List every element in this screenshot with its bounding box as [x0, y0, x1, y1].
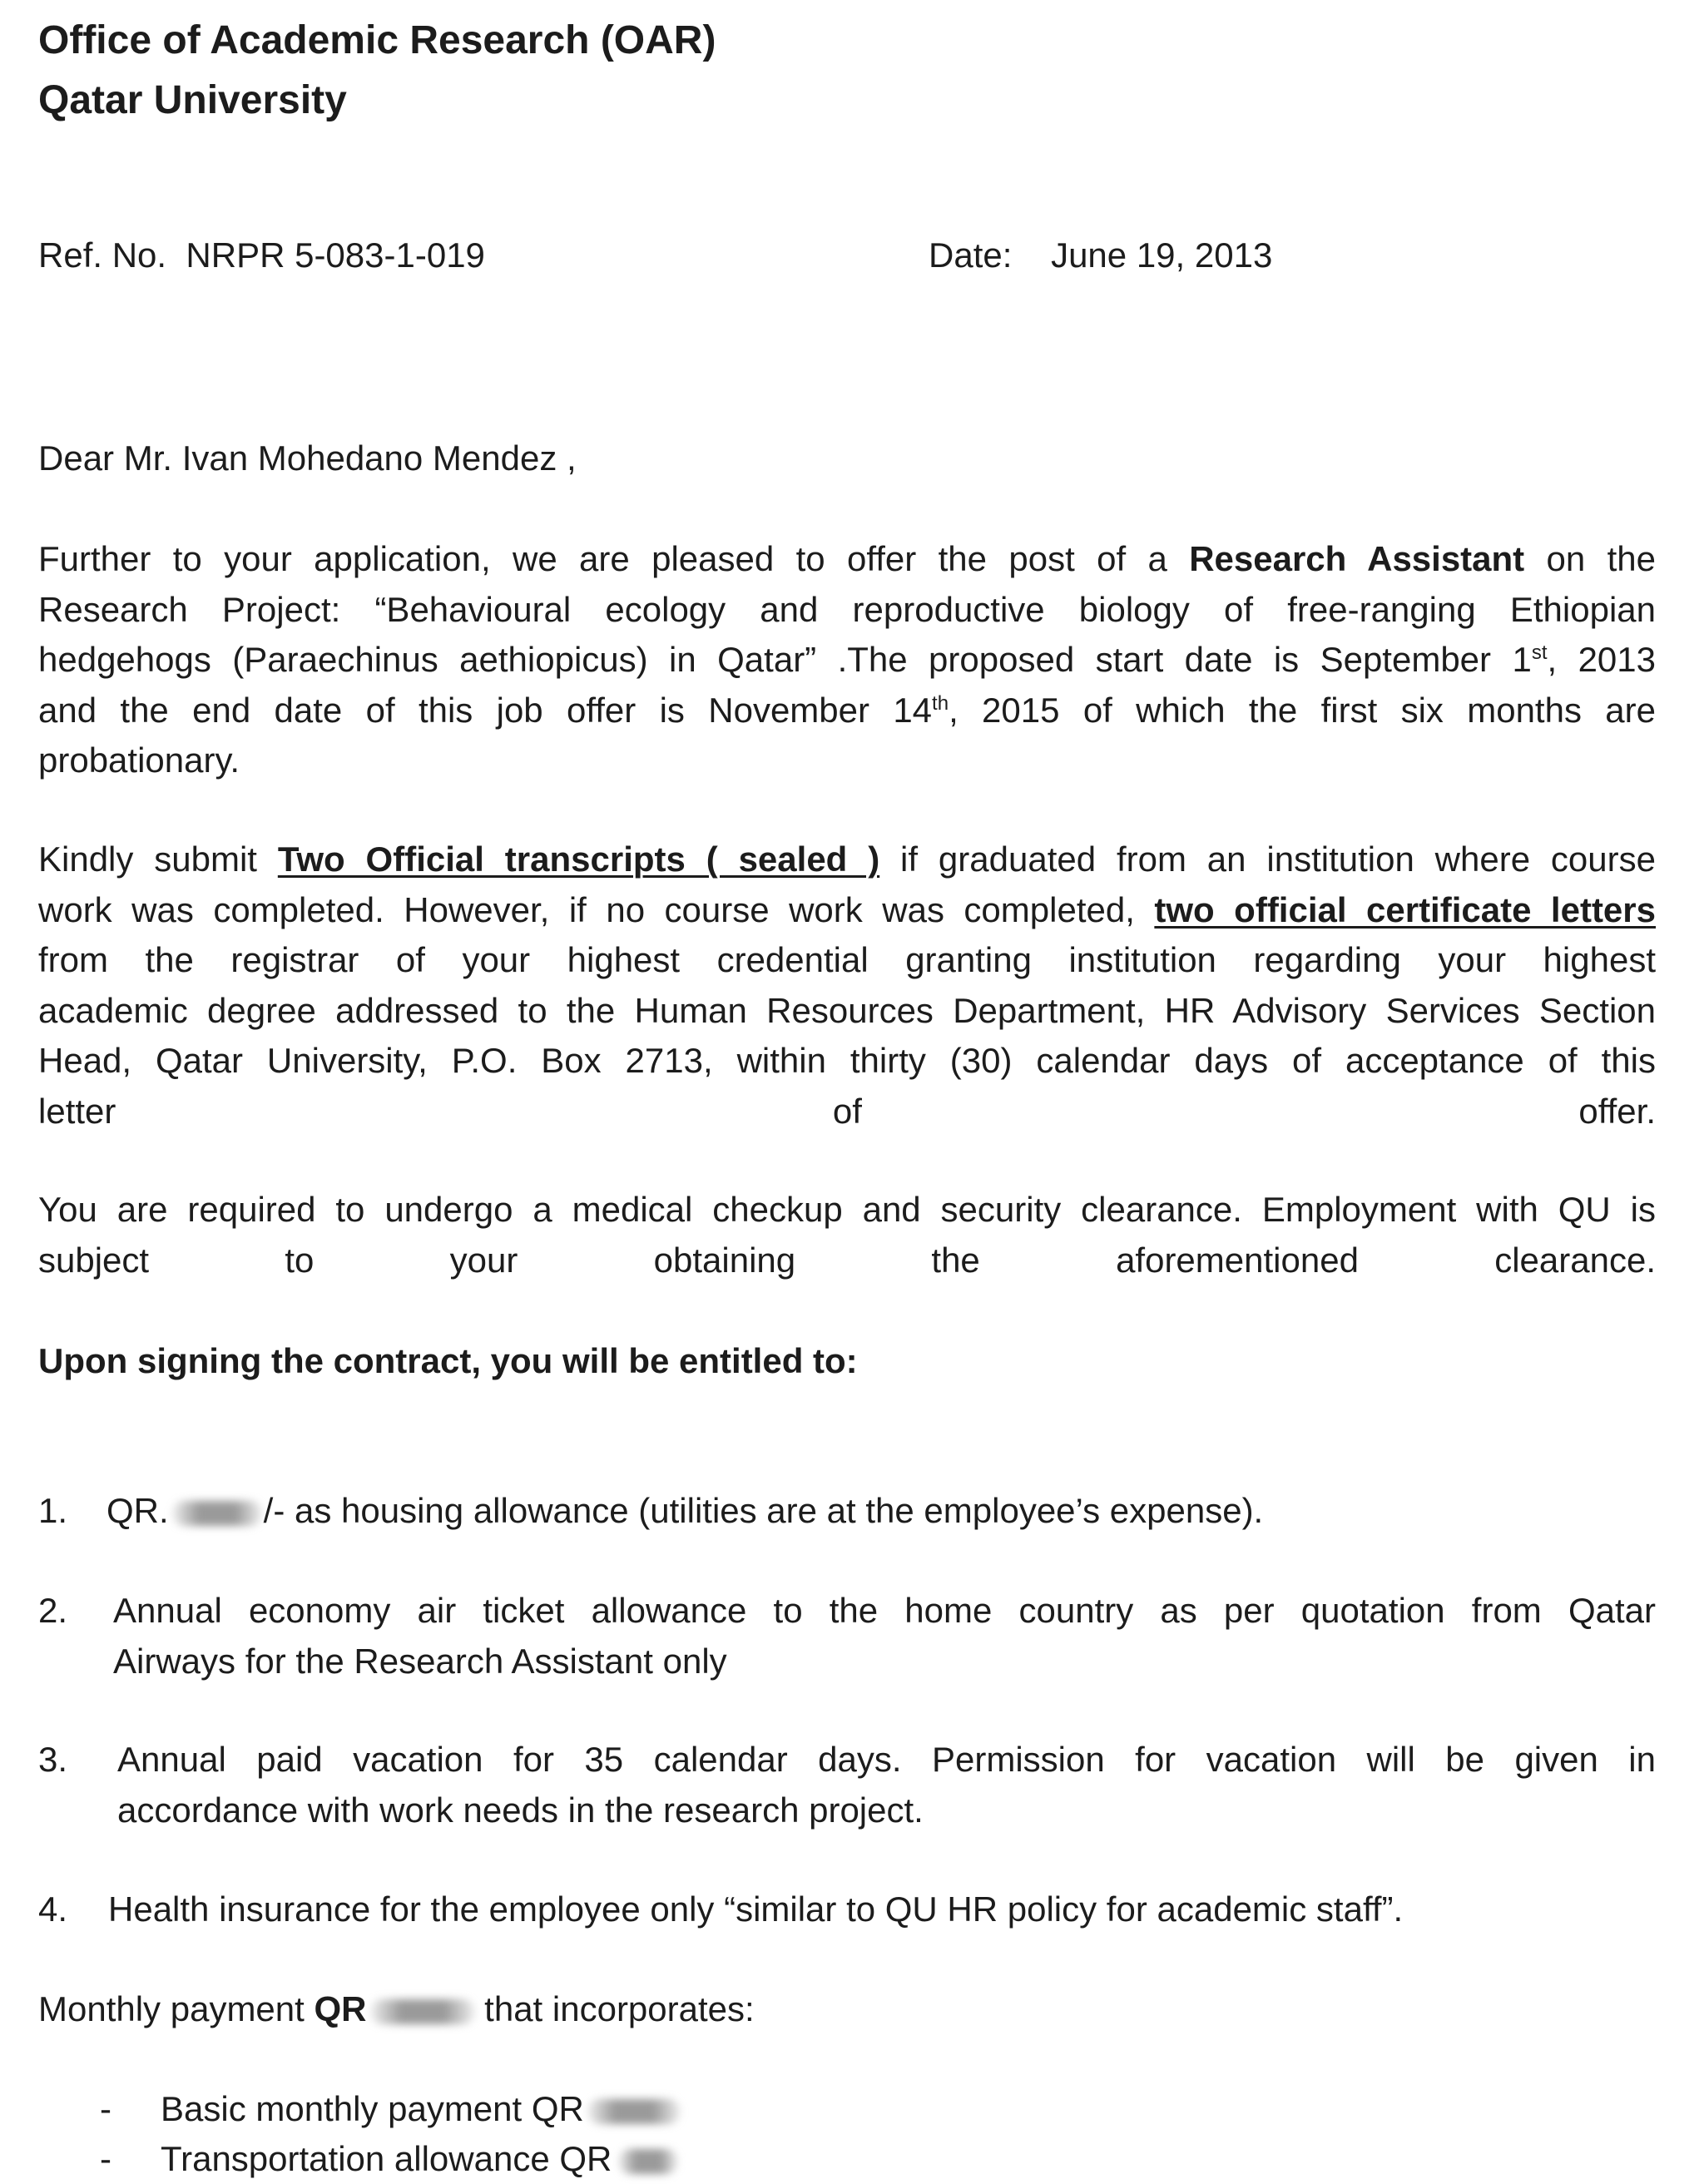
list-item-insurance: Health insurance for the employee only “similar to QU HR policy for academic staff”.	[108, 1889, 1404, 1929]
clearance-text: You are required to undergo a medical checkup and security clearance. Employment with QU is	[38, 1190, 1656, 1229]
basic-payment-label: Basic monthly payment QR	[161, 2089, 584, 2128]
vacation-text: Annual paid vacation for 35 calendar days. Permission for vacation will be given in	[117, 1740, 1656, 1779]
currency-label: QR	[314, 1989, 367, 2028]
transcripts-text: academic degree addressed to the Human Resources Department, HR Advisory Services Section	[38, 990, 1656, 1030]
transcripts-text: if graduated from an institution where course	[879, 839, 1656, 879]
monthly-payment-line	[38, 1984, 755, 2034]
air-ticket-text: Airways for the Research Assistant only	[113, 1641, 727, 1681]
list-number: 1.	[38, 1491, 68, 1530]
transcripts-paragraph	[38, 834, 1656, 1137]
reference-line	[38, 230, 485, 280]
transcripts-text: Kindly submit	[38, 839, 278, 879]
list-item-housing	[106, 1486, 1263, 1537]
university-name: Qatar University	[38, 78, 347, 122]
transcripts-text: letter of offer.	[38, 1091, 1656, 1131]
air-ticket-text: Annual economy air ticket allowance to the home country as per quotation from Qatar	[113, 1591, 1656, 1630]
date-line	[929, 230, 1272, 280]
redacted-amount	[618, 2149, 678, 2174]
ref-number: NRPR 5-083-1-019	[186, 235, 485, 275]
redacted-amount	[370, 1999, 475, 2024]
start-date-year: , 2013	[1547, 640, 1656, 679]
sub-item-dash: -	[100, 2089, 111, 2128]
end-date-text: , 2015 of which the first six months are	[949, 690, 1656, 730]
transportation-label: Transportation allowance QR	[161, 2139, 612, 2178]
clearance-paragraph	[38, 1185, 1656, 1285]
sub-item-basic-payment	[161, 2084, 681, 2134]
clearance-text: subject to your obtaining the aforementioned clearance.	[38, 1240, 1656, 1280]
list-item-vacation	[117, 1735, 1656, 1835]
list-item-air-ticket	[113, 1586, 1656, 1686]
ordinal-suffix: st	[1531, 641, 1548, 664]
transcripts-text: Head, Qatar University, P.O. Box 2713, within thirty (30) calendar days of acceptance of this	[38, 1041, 1656, 1080]
list-number: 4.	[38, 1889, 68, 1929]
salutation: Dear Mr. Ivan Mohedano Mendez ,	[38, 438, 577, 478]
end-date-text: and the end date of this job offer is November 14	[38, 690, 933, 730]
monthly-text: that incorporates:	[474, 1989, 755, 2028]
office-name: Office of Academic Research (OAR)	[38, 18, 716, 62]
project-title-text: Research Project: “Behavioural ecology and reproductive biology of free-ranging Ethiopian	[38, 589, 1656, 629]
date-label: Date:	[929, 235, 1013, 275]
certificate-requirement: two official certificate letters	[1154, 889, 1656, 929]
monthly-text: Monthly payment	[38, 1989, 315, 2028]
transcripts-requirement: Two Official transcripts ( sealed )	[277, 839, 880, 879]
redacted-amount	[172, 1501, 262, 1526]
start-date-text: hedgehogs (Paraechinus aethiopicus) in Qatar” .The proposed start date is September 1	[38, 640, 1532, 679]
currency-label: QR.	[106, 1491, 169, 1530]
offer-paragraph	[38, 534, 1656, 786]
housing-text: /- as housing allowance (utilities are at the employee’s expense).	[263, 1491, 1264, 1530]
ordinal-suffix: th	[932, 691, 949, 715]
transcripts-text: work was completed. However, if no course work was completed,	[38, 889, 1155, 929]
sub-item-transportation	[161, 2134, 678, 2184]
position-title: Research Assistant	[1189, 539, 1525, 578]
redacted-amount	[587, 2099, 681, 2124]
probation-text: probationary.	[38, 740, 240, 780]
date-value: June 19, 2013	[1051, 235, 1273, 275]
transcripts-text: from the registrar of your highest credential granting institution regarding your highest	[38, 940, 1656, 979]
list-number: 2.	[38, 1591, 68, 1630]
ref-label: Ref. No.	[38, 235, 167, 275]
entitlements-heading: Upon signing the contract, you will be entitled to:	[38, 1341, 858, 1380]
offer-text: Further to your application, we are pleased to offer the post of a	[38, 539, 1190, 578]
sub-item-dash: -	[100, 2139, 111, 2178]
list-number: 3.	[38, 1740, 68, 1779]
vacation-text: accordance with work needs in the research project.	[117, 1790, 924, 1830]
offer-text: on the	[1524, 539, 1656, 578]
